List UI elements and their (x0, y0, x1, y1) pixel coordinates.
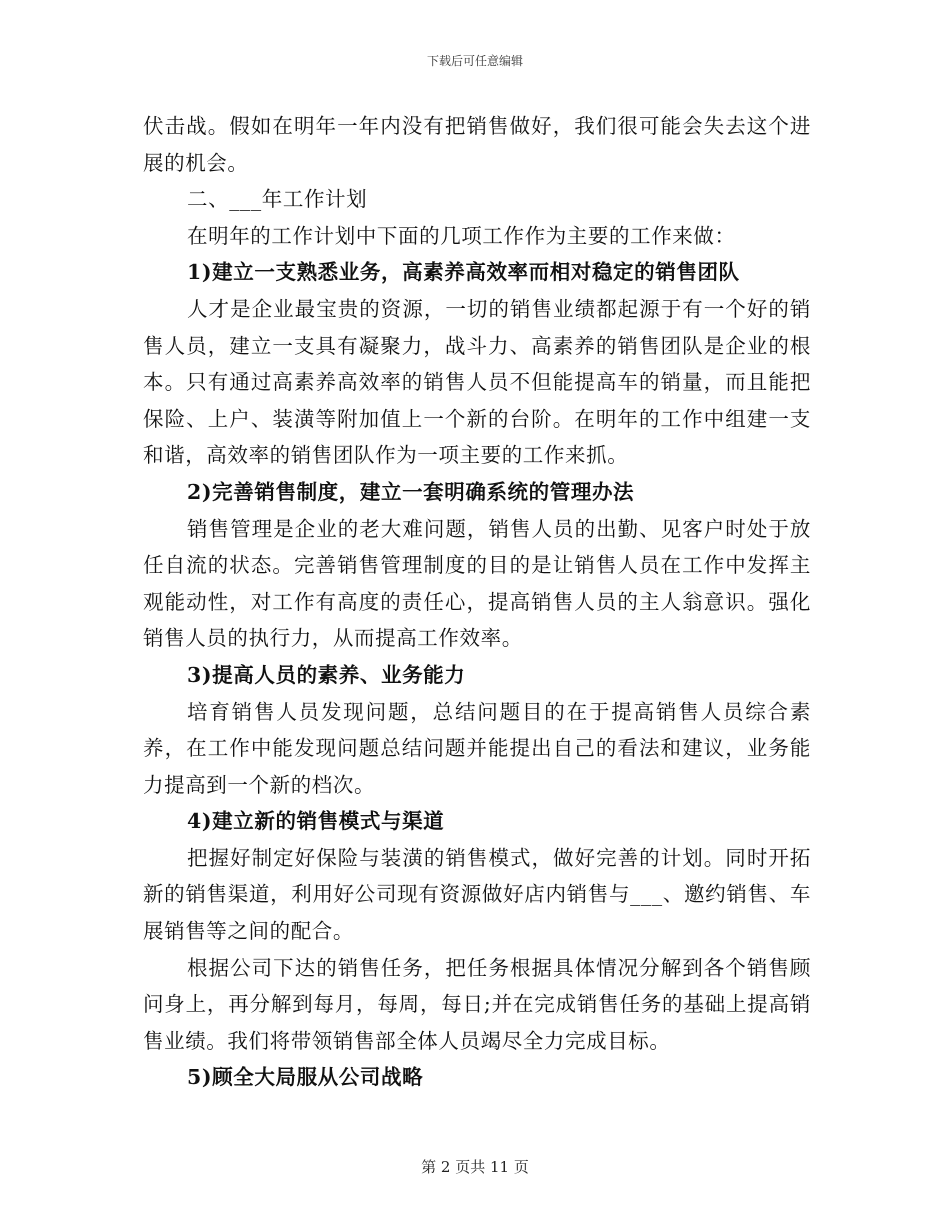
paragraph-item-3: 培育销售人员发现问题，总结问题目的在于提高销售人员综合素养，在工作中能发现问题总结问题并能提出自己的看法和建议，业务能力提高到一个新的档次。 (143, 699, 811, 797)
page-footer: 第 2 页共 11 页 (421, 1158, 529, 1176)
paragraph-item-1: 人才是企业最宝贵的资源，一切的销售业绩都起源于有一个好的销售人员，建立一支具有凝聚力，战斗力、高素养的销售团队是企业的根本。只有通过高素养高效率的销售人员不但能提高车的销量，而且能把保险、上户、装潢等附加值上一个新的台阶。在明年的工作中组建一支和谐，高效率的销售团队作为一项主要的工作来抓。 (143, 296, 811, 468)
heading-item-5: 5)顾全大局服从公司战略 (187, 1065, 424, 1090)
paragraph-intro: 在明年的工作计划中下面的几项工作作为主要的工作来做： (187, 223, 736, 248)
heading-item-3: 3)提高人员的素养、业务能力 (187, 662, 466, 687)
paragraph-item-4a: 把握好制定好保险与装潢的销售模式，做好完善的计划。同时开拓新的销售渠道，利用好公司现有资源做好店内销售与___、邀约销售、车展销售等之间的配合。 (143, 845, 811, 944)
heading-item-2: 2)完善销售制度，建立一套明确系统的管理办法 (187, 479, 635, 504)
paragraph-item-2: 销售管理是企业的老大难问题，销售人员的出勤、见客户时处于放任自流的状态。完善销售管理制度的目的是让销售人员在工作中发挥主观能动性，对工作有高度的责任心，提高销售人员的主人翁意识。强化销售人员的执行力，从而提高工作效率。 (143, 516, 811, 651)
page-header: 下载后可任意编辑 (426, 54, 523, 68)
paragraph-item-4b: 根据公司下达的销售任务，把任务根据具体情况分解到各个销售顾问身上，再分解到每月，每周，每日;并在完成销售任务的基础上提高销售业绩。我们将带领销售部全体人员竭尽全力完成目标。 (143, 955, 811, 1053)
heading-item-1: 1)建立一支熟悉业务，高素养高效率而相对稳定的销售团队 (187, 260, 740, 285)
document-body (143, 108, 811, 1096)
paragraph-continued: 伏击战。假如在明年一年内没有把销售做好，我们很可能会失去这个进展的机会。 (143, 114, 811, 175)
heading-item-4: 4)建立新的销售模式与渠道 (187, 809, 445, 834)
section-heading-work-plan: 二、___年工作计划 (187, 187, 368, 212)
